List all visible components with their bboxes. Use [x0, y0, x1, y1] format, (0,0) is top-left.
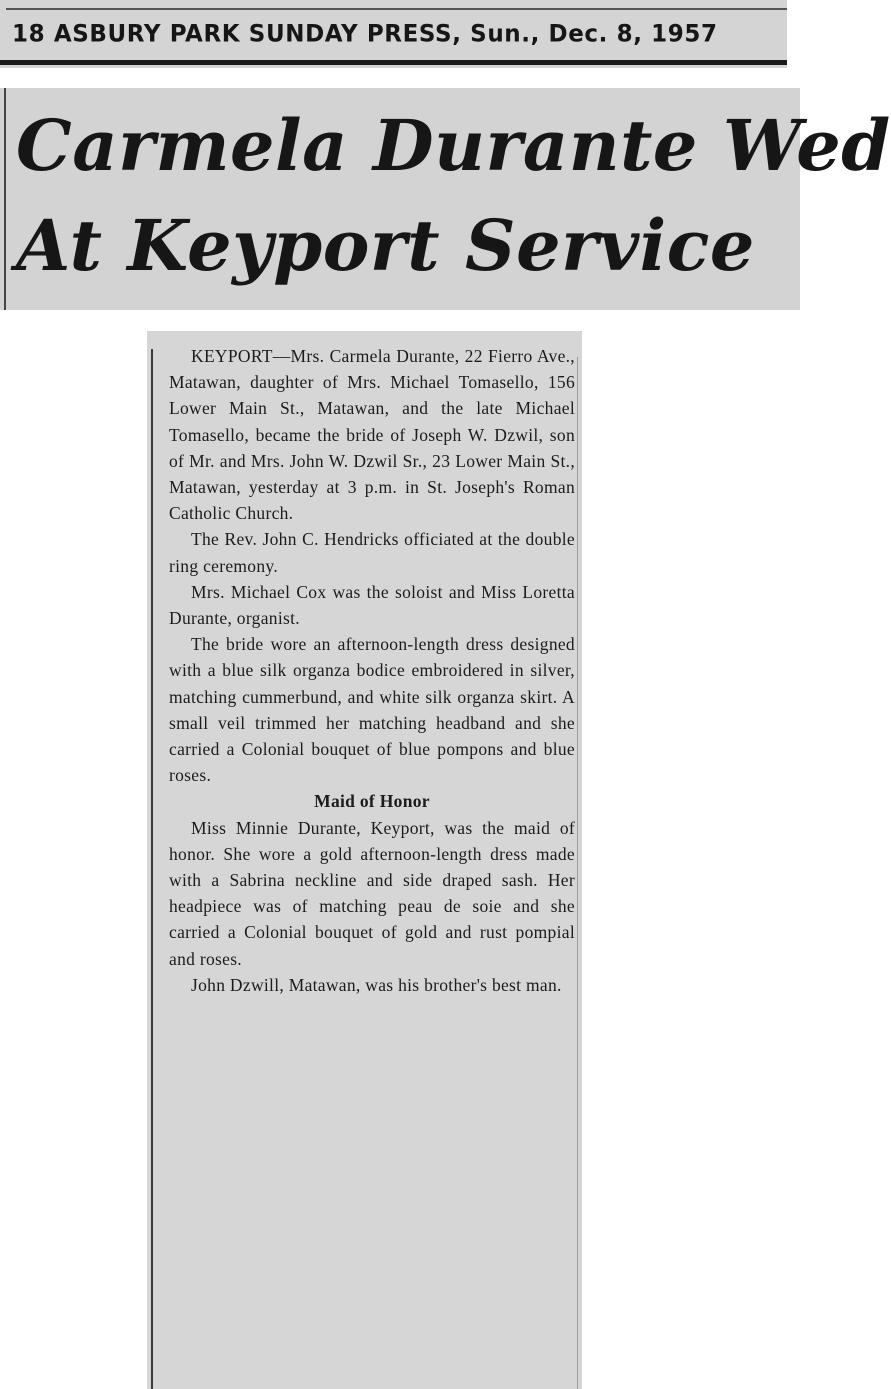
- masthead-top-rule: [6, 8, 787, 10]
- article-paragraph: KEYPORT—Mrs. Carmela Durante, 22 Fierro Ave., Matawan, daughter of Mrs. Michael Tomasello, 156 Lower Main St., Matawan, and the late Michael Tomasello, became the bride of Joseph W. Dzwil, son of Mr. and Mrs. John W. Dzwil Sr., 23 Lower Main St., Matawan, yesterday at 3 p.m. in St. Joseph's Roman Catholic Church.: [169, 346, 575, 524]
- article-column: [147, 331, 582, 1389]
- article-paragraph: Mrs. Michael Cox was the soloist and Miss Loretta Durante, organist.: [169, 581, 575, 629]
- headline-line-2: At Keyport Service: [16, 204, 755, 287]
- column-rule-left: [151, 349, 153, 1389]
- article-paragraph: Miss Minnie Durante, Keyport, was the maid of honor. She wore a gold afternoon-length dress made with a Sabrina neckline and side draped sash. Her headpiece was of matching peau de soie and she carried a Colonial bouquet of gold and rust pompial and roses.: [169, 817, 575, 969]
- headline-line-1: Carmela Durante Wed: [16, 104, 891, 187]
- article-subhead: Maid of Honor: [314, 791, 430, 812]
- article-paragraph: John Dzwill, Matawan, was his brother's best man.: [191, 974, 562, 995]
- masthead: [0, 0, 787, 68]
- article-paragraph: The bride wore an afternoon-length dress designed with a blue silk organza bodice embroidered in silver, matching cummerbund, and white silk organza skirt. A small veil trimmed her matching headband and she carried a Colonial bouquet of blue pompons and blue roses.: [169, 634, 575, 786]
- headline-block: [0, 88, 891, 310]
- headline-left-edge: [4, 88, 6, 310]
- article-paragraph: The Rev. John C. Hendricks officiated at the double ring ceremony.: [169, 529, 575, 576]
- masthead-text: 18 ASBURY PARK SUNDAY PRESS, Sun., Dec. 8, 1957: [12, 20, 718, 48]
- article-body: [169, 343, 575, 998]
- masthead-rule: [0, 60, 787, 65]
- column-rule-right: [577, 357, 578, 1389]
